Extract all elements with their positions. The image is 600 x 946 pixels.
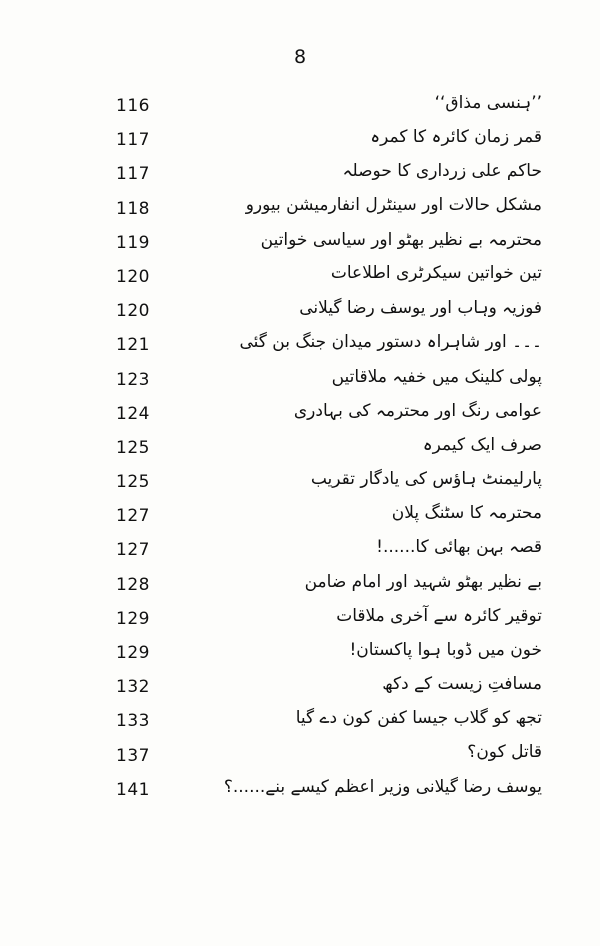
toc-title: قمر زمان کائرہ کا کمرہ <box>370 127 542 148</box>
toc-page-ref: 132 <box>116 677 150 698</box>
toc-page-ref: 117 <box>116 130 150 151</box>
toc-title: عوامی رنگ اور محترمہ کی بہادری <box>293 400 542 421</box>
toc-title: ۔۔۔ اور شاہراہ دستور میدان جنگ بن گئی <box>239 332 542 353</box>
toc-page-ref: 129 <box>116 608 150 629</box>
page-number: 8 <box>293 46 307 68</box>
toc-entry <box>0 195 600 229</box>
toc-page-ref: 120 <box>116 301 150 322</box>
toc-entry <box>0 434 600 468</box>
toc-entry <box>0 639 600 673</box>
toc-page-ref: 119 <box>116 232 150 253</box>
toc-page-ref: 127 <box>116 540 150 561</box>
toc-title: تجھ کو گلاب جیسا کفن کون دے گیا <box>295 708 542 729</box>
toc-title: بے نظیر بھٹو شہید اور امام ضامن <box>304 571 542 592</box>
toc-title: حاکم علی زرداری کا حوصلہ <box>342 161 542 182</box>
toc-page-ref: 121 <box>116 335 150 356</box>
toc-entry <box>0 605 600 639</box>
toc-title: پارلیمنٹ ہاؤس کی یادگار تقریب <box>310 469 542 490</box>
toc-page-ref: 141 <box>116 779 150 800</box>
toc-title: قصہ بہن بھائی کا......! <box>376 537 542 558</box>
toc-page-ref: 125 <box>116 472 150 493</box>
toc-page-ref: 128 <box>116 574 150 595</box>
toc-entry <box>0 776 600 810</box>
toc-page-ref: 124 <box>116 403 150 424</box>
toc-title: پولی کلینک میں خفیہ ملاقاتیں <box>331 366 542 387</box>
toc-entry <box>0 673 600 707</box>
toc-entry <box>0 366 600 400</box>
toc-page-ref: 125 <box>116 437 150 458</box>
toc-entry <box>0 160 600 194</box>
toc-page-ref: 129 <box>116 643 150 663</box>
toc-entry <box>0 707 600 741</box>
toc-entry <box>0 126 600 160</box>
toc-title: مسافتِ زیست کے دکھ <box>382 674 542 695</box>
toc-page-ref: 133 <box>116 711 150 732</box>
toc-page-ref: 117 <box>116 164 150 185</box>
toc-title: تین خواتین سیکرٹری اطلاعات <box>330 262 542 283</box>
toc-title: قاتل کون؟ <box>467 741 542 762</box>
toc-page-ref: 116 <box>116 96 150 116</box>
toc-entry <box>0 92 600 126</box>
toc-entry <box>0 502 600 536</box>
toc-title: محترمہ کا سٹنگ پلان <box>391 503 542 524</box>
toc-title: محترمہ بے نظیر بھٹو اور سیاسی خواتین <box>260 229 542 250</box>
toc-entry <box>0 331 600 365</box>
toc-entry <box>0 571 600 605</box>
toc-entry <box>0 742 600 776</box>
toc-title: ’’ہنسی مذاق‘‘ <box>434 93 542 113</box>
toc-title: صرف ایک کیمرہ <box>422 434 542 455</box>
toc-entry <box>0 263 600 297</box>
toc-title: یوسف رضا گیلانی وزیر اعظم کیسے بنے......؟ <box>223 776 542 797</box>
toc-entry <box>0 297 600 331</box>
toc-page-ref: 123 <box>116 369 150 390</box>
toc-entry <box>0 536 600 570</box>
table-of-contents <box>0 92 600 810</box>
toc-title: توقیر کائرہ سے آخری ملاقات <box>336 605 542 626</box>
toc-entry <box>0 468 600 502</box>
toc-page-ref: 127 <box>116 506 150 527</box>
toc-page-ref: 137 <box>116 745 150 766</box>
toc-page-ref: 118 <box>116 198 150 219</box>
toc-page-ref: 120 <box>116 266 150 287</box>
toc-entry <box>0 400 600 434</box>
toc-entry <box>0 229 600 263</box>
toc-title: خون میں ڈوبا ہوا پاکستان! <box>349 640 542 660</box>
toc-title: فوزیہ وہاب اور یوسف رضا گیلانی <box>299 298 542 319</box>
toc-title: مشکل حالات اور سینٹرل انفارمیشن بیورو <box>245 194 542 215</box>
